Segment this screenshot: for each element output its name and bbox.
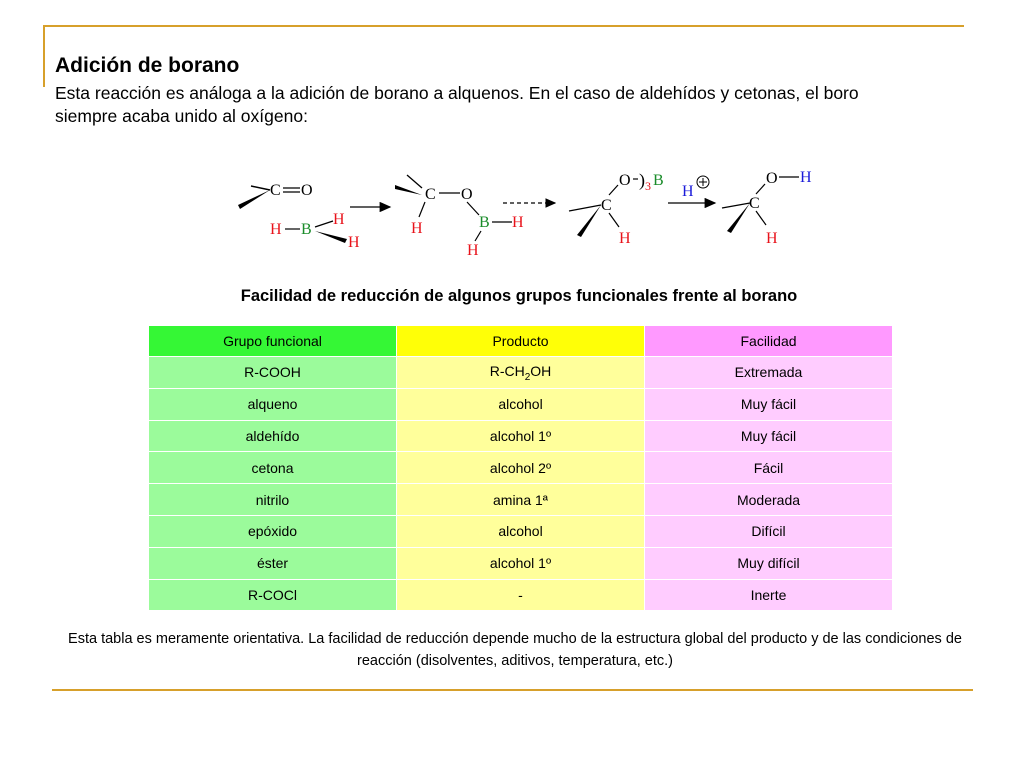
atom-h: H xyxy=(411,220,423,237)
atom-h: H xyxy=(800,169,812,186)
cell-grupo: éster xyxy=(149,547,397,579)
atom-c: C xyxy=(749,195,760,212)
atom-h: H xyxy=(766,230,778,247)
table-row xyxy=(149,547,893,579)
table-header-row xyxy=(149,326,893,357)
cell-facilidad: Muy difícil xyxy=(645,547,893,579)
atom-h: H xyxy=(348,234,360,251)
cell-facilidad: Difícil xyxy=(645,515,893,547)
atom-b: B xyxy=(653,172,664,189)
proton xyxy=(682,176,709,200)
cell-grupo: aldehído xyxy=(149,420,397,452)
frame-bottom-rule xyxy=(52,689,973,691)
cell-grupo: R-COCl xyxy=(149,579,397,611)
atom-b: B xyxy=(479,214,490,231)
cell-grupo: alqueno xyxy=(149,388,397,420)
alkoxyborane-molecule xyxy=(569,170,664,247)
cell-producto: alcohol xyxy=(397,388,645,420)
atom-h: H xyxy=(467,242,479,259)
table-row xyxy=(149,484,893,516)
atom-o: O xyxy=(766,170,778,187)
cell-grupo: nitrilo xyxy=(149,484,397,516)
cell-producto: $R-CH_2OH$ xyxy=(397,357,645,389)
atom-b: B xyxy=(301,221,312,238)
cell-facilidad: Moderada xyxy=(645,484,893,516)
cell-facilidad: Fácil xyxy=(645,452,893,484)
cell-producto: amina 1ª xyxy=(397,484,645,516)
atom-c: C xyxy=(270,182,281,199)
reduction-table xyxy=(149,326,893,611)
table-title: Facilidad de reducción de algunos grupos funcionales frente al borano xyxy=(240,287,798,305)
cell-producto: alcohol 1º xyxy=(397,420,645,452)
frame-left-rule xyxy=(43,25,45,87)
subscript-3: 3 xyxy=(645,179,651,193)
carbonyl-molecule xyxy=(238,182,313,209)
cell-grupo: R-COOH xyxy=(149,357,397,389)
table-row xyxy=(149,357,893,389)
table-row xyxy=(149,452,893,484)
cell-producto: - xyxy=(397,579,645,611)
cell-grupo: epóxido xyxy=(149,515,397,547)
header-facilidad: Facilidad xyxy=(645,326,893,357)
atom-h: H xyxy=(619,230,631,247)
cell-facilidad: Muy fácil xyxy=(645,420,893,452)
atom-h: H xyxy=(270,221,282,238)
atom-c: C xyxy=(601,197,612,214)
atom-h: H xyxy=(512,214,524,231)
paren: ) xyxy=(639,170,645,190)
atom-o: O xyxy=(619,172,631,189)
table-row xyxy=(149,388,893,420)
atom-c: C xyxy=(425,186,436,203)
cell-producto: alcohol 2º xyxy=(397,452,645,484)
cell-facilidad: Inerte xyxy=(645,579,893,611)
atom-h: H xyxy=(333,211,345,228)
table-row xyxy=(149,515,893,547)
cell-facilidad: Extremada xyxy=(645,357,893,389)
frame-top-rule xyxy=(43,25,964,27)
table-row xyxy=(149,579,893,611)
slide-title: Adición de borano xyxy=(55,54,240,77)
reaction-scheme xyxy=(225,155,825,265)
atom-o: O xyxy=(461,186,473,203)
atom-h: H xyxy=(682,183,694,200)
footnote: Esta tabla es meramente orientativa. La facilidad de reducción depende mucho de la estructura global del producto y de las condiciones de reacción (disolventes, aditivos, temperatura, etc.) xyxy=(68,631,962,669)
cell-facilidad: Muy fácil xyxy=(645,388,893,420)
transition-state xyxy=(395,175,524,259)
borane-molecule xyxy=(270,211,360,251)
intro-text: Esta reacción es análoga a la adición de borano a alquenos. En el caso de aldehídos y cetonas, el boro siempre acaba unido al oxígeno: xyxy=(55,83,859,126)
cell-producto: alcohol xyxy=(397,515,645,547)
header-producto: Producto xyxy=(397,326,645,357)
atom-o: O xyxy=(301,182,313,199)
table-row xyxy=(149,420,893,452)
header-grupo-funcional: Grupo funcional xyxy=(149,326,397,357)
alcohol-molecule xyxy=(722,169,812,247)
cell-grupo: cetona xyxy=(149,452,397,484)
cell-producto: alcohol 1º xyxy=(397,547,645,579)
